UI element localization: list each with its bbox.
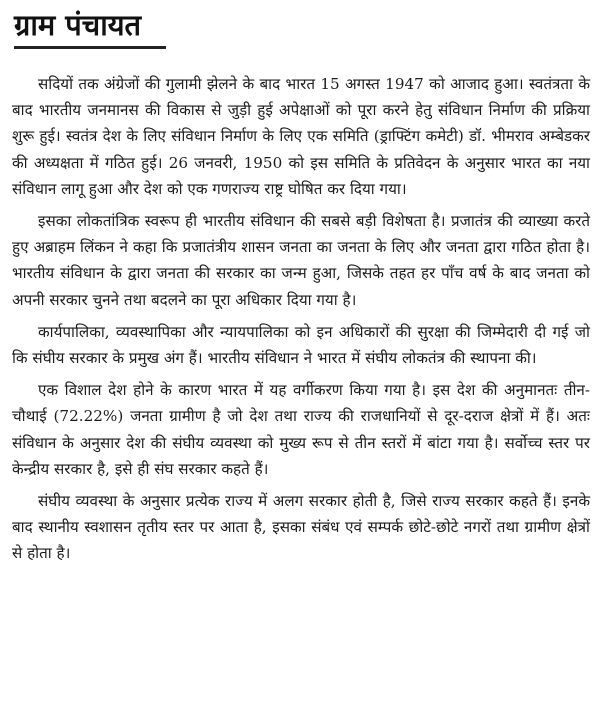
title-underline <box>14 46 166 49</box>
paragraph-classification: एक विशाल देश होने के कारण भारत में यह वर्गीकरण किया गया है। इस देश की अनुमानतः तीन-चौथाई (72.22%) जनता ग्रामीण है जो देश तथा राज्य की राजधानियों से दूर-दराज क्षेत्रों में हैं। अतः संविधान के अनुसार देश की संघीय व्यवस्था को मुख्य रूप से तीन स्तरों में बांटा गया है। सर्वोच्च स्तर पर केन्द्रीय सरकार है, इसे ही संघ सरकार कहते हैं। <box>12 381 590 478</box>
paragraph-democracy: इसका लोकतांत्रिक स्वरूप ही भारतीय संविधान की सबसे बड़ी विशेषता है। प्रजातंत्र की व्याख्या करते हुए अब्राहम लिंकन ने कहा कि प्रजातंत्रीय शासन जनता का जनता के लिए और जनता द्वारा गठित होता है। भारतीय संविधान के द्वारा जनता की सरकार का जन्म हुआ, जिसके तहत हर पाँच वर्ष के बाद जनता को अपनी सरकार चुनने तथा बदलने का पूरा अधिकार दिया गया है। <box>12 212 590 309</box>
page-title: ग्राम पंचायत <box>14 8 142 42</box>
paragraph-branches: कार्यपालिका, व्यवस्थापिका और न्यायपालिका को इन अधिकारों की सुरक्षा की जिम्मेदारी दी गई जो कि संघीय सरकार के प्रमुख अंग हैं। भारतीय संविधान ने भारत में संघीय लोकतंत्र की स्थापना की। <box>12 322 590 368</box>
paragraph-local-government: संघीय व्यवस्था के अनुसार प्रत्येक राज्य में अलग सरकार होती है, जिसे राज्य सरकार कहते हैं। इनके बाद स्थानीय स्वशासन तृतीय स्तर पर आता है, इसका संबंध एवं सम्पर्क छोटे-छोटे नगरों तथा ग्रामीण क्षेत्रों से होता है। <box>12 492 590 563</box>
document-body <box>12 71 590 567</box>
paragraph-independence: सदियों तक अंग्रेजों की गुलामी झेलने के बाद भारत 15 अगस्त 1947 को आजाद हुआ। स्वतंत्रता के बाद भारतीय जनमानस की विकास से जुड़ी हुई अपेक्षाओं को पूरा करने हेतु संविधान निर्माण की प्रक्रिया शुरू हुई। स्वतंत्र देश के लिए संविधान निर्माण के लिए एक समिति (ड्राफ्टिंग कमेटी) डॉ. भीमराव अम्बेडकर की अध्यक्षता में गठित हुई। 26 जनवरी, 1950 को इस समिति के प्रतिवेदन के अनुसार भारत का नया संविधान लागू हुआ और देश को एक गणराज्य राष्ट्र घोषित कर दिया गया। <box>12 75 590 198</box>
